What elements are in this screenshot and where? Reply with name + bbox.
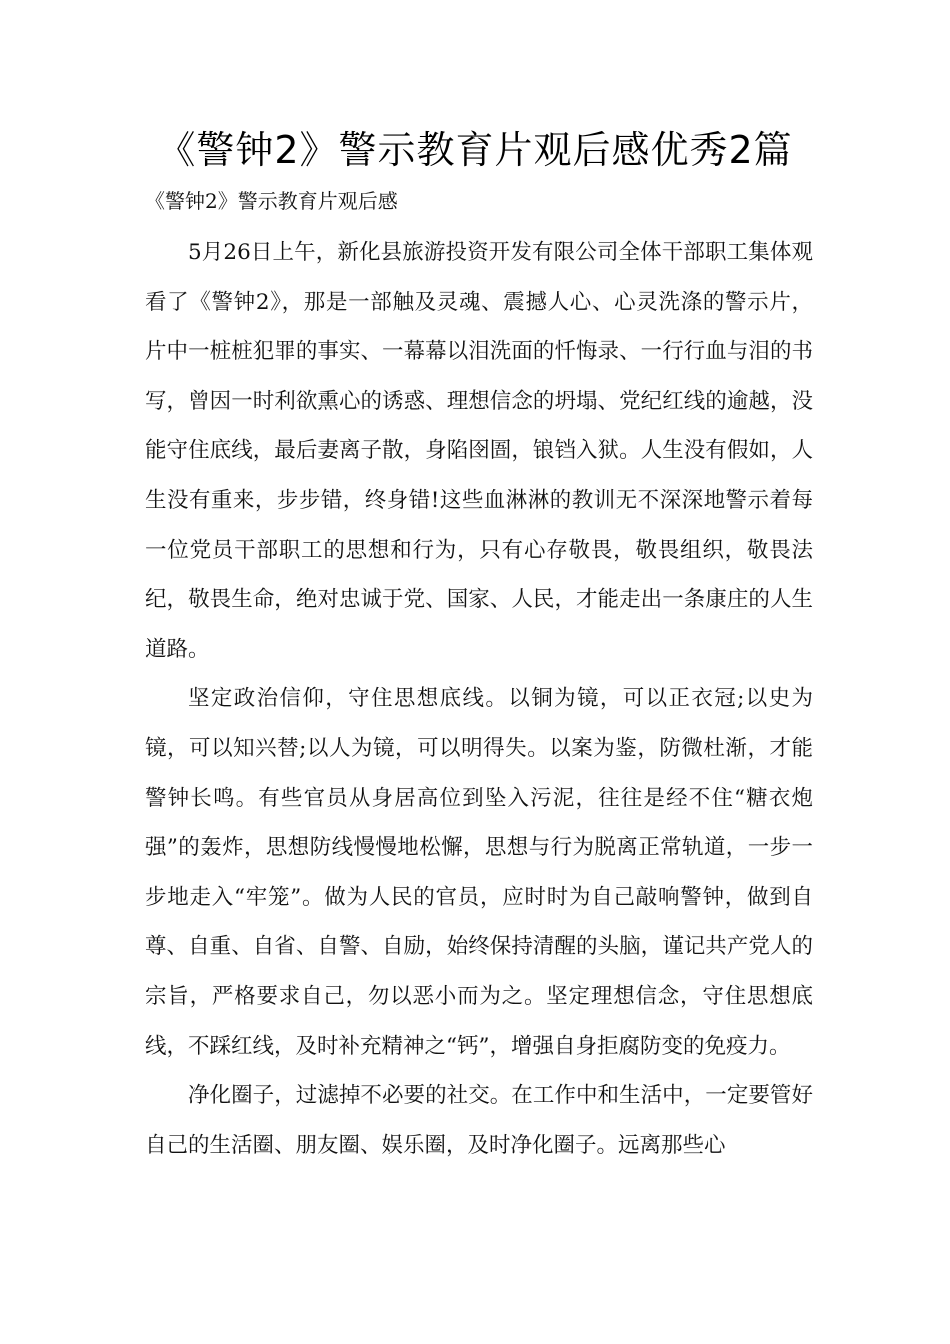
document-subtitle: 《警钟2》警示教育片观后感 bbox=[145, 189, 398, 213]
document-title: 《警钟2》警示教育片观后感优秀2篇 bbox=[157, 128, 793, 172]
body-paragraph: 坚定政治信仰，守住思想底线。以铜为镜，可以正衣冠;以史为镜，可以知兴替;以人为镜，可以明得失。以案为鉴，防微杜渐，才能警钟长鸣。有些官员从身居高位到坠入污泥，往往是经不住“糖衣炮强”的轰炸，思想防线慢慢地松懈，思想与行为脱离正常轨道，一步一步地走入“牢笼”。做为人民的官员，应时时为自己敲响警钟，做到自尊、自重、自省、自警、自励，始终保持清醒的头脑，谨记共产党人的宗旨，严格要求自己，勿以恶小而为之。坚定理想信念，守住思想底线，不踩红线，及时补充精神之“钙”，增强自身拒腐防变的免疫力。 bbox=[145, 686, 813, 1059]
body-paragraph: 净化圈子，过滤掉不必要的社交。在工作中和生活中，一定要管好自己的生活圈、朋友圈、娱乐圈，及时净化圈子。远离那些心 bbox=[145, 1083, 813, 1158]
body-paragraph: 5月26日上午，新化县旅游投资开发有限公司全体干部职工集体观看了《警钟2》，那是一部触及灵魂、震撼人心、心灵洗涤的警示片，片中一桩桩犯罪的事实、一幕幕以泪洗面的忏悔录、一行行血与泪的书写，曾因一时利欲熏心的诱惑、理想信念的坍塌、党纪红线的逾越，没能守住底线，最后妻离子散，身陷囹圄，锒铛入狱。人生没有假如，人生没有重来，步步错，终身错!这些血淋淋的教训无不深深地警示着每一位党员干部职工的思想和行为，只有心存敬畏，敬畏组织，敬畏法纪，敬畏生命，绝对忠诚于党、国家、人民，才能走出一条康庄的人生道路。 bbox=[145, 240, 813, 662]
document-body bbox=[145, 228, 813, 1170]
